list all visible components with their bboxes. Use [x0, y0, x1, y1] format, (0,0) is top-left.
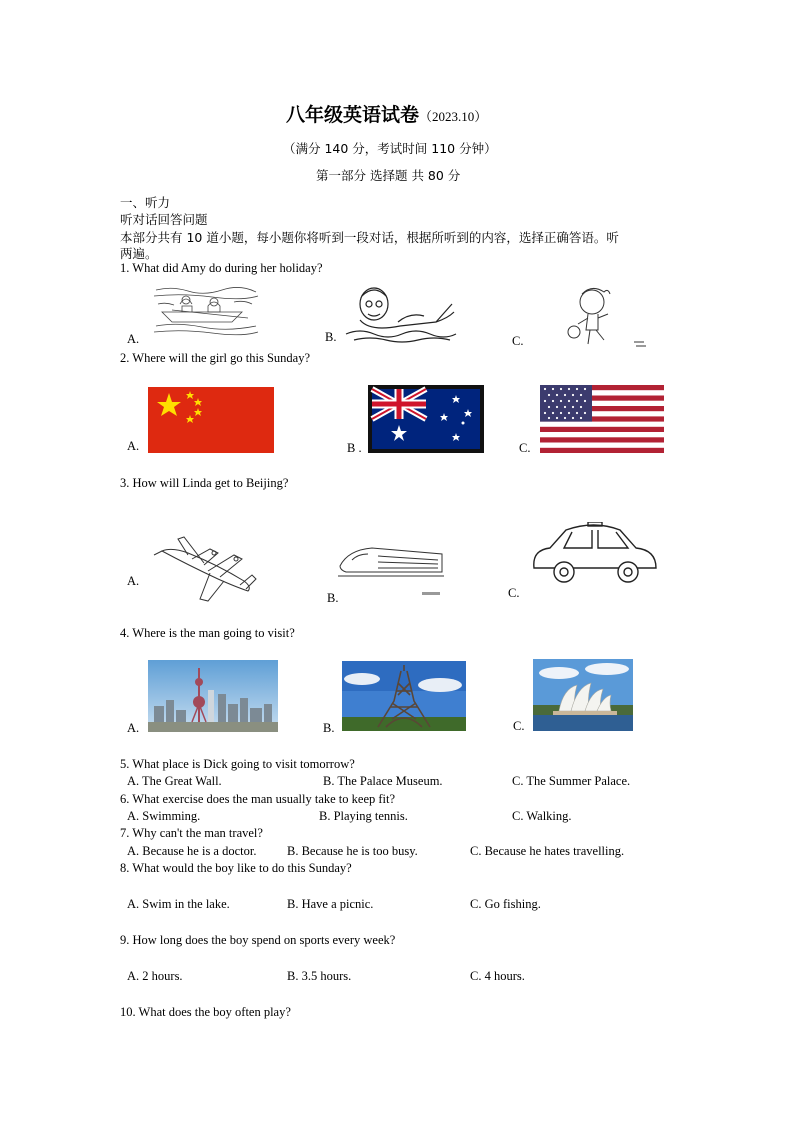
question-2: 2. Where will the girl go this Sunday?: [120, 351, 311, 365]
q4-option-c-label: C.: [513, 719, 525, 733]
q5-option-a: A. The Great Wall.: [127, 774, 222, 788]
question-10: 10. What does the boy often play?: [120, 1005, 291, 1019]
q3-option-a-label: A.: [127, 574, 140, 588]
usa-flag-picture: [540, 385, 664, 453]
shanghai-skyline-picture: [148, 660, 278, 732]
question-5: 5. What place is Dick going to visit tomorrow?: [120, 757, 355, 771]
question-8: 8. What would the boy like to do this Sunday?: [120, 861, 352, 875]
airplane-picture: [148, 535, 258, 607]
swimming-girl-picture: [340, 282, 458, 346]
china-flag-picture: [148, 387, 274, 453]
section-subheading: 听对话回答问题: [120, 212, 208, 227]
q8-option-b: B. Have a picnic.: [287, 897, 374, 911]
high-speed-train-picture: [338, 540, 446, 598]
exam-date: （2023.10）: [419, 109, 488, 124]
q1-option-a-label: A.: [127, 332, 140, 346]
eiffel-tower-picture: [342, 661, 466, 731]
question-7: 7. Why can't the man travel?: [120, 826, 263, 840]
question-6: 6. What exercise does the man usually take to keep fit?: [120, 792, 396, 806]
q2-option-c-label: C.: [519, 441, 531, 455]
exam-info: （满分 140 分，考试时间 110 分钟）: [283, 141, 497, 156]
q5-option-c: C. The Summer Palace.: [512, 774, 631, 788]
australia-flag-picture: [368, 385, 484, 453]
q5-option-b: B. The Palace Museum.: [323, 774, 443, 788]
q1-option-b-label: B.: [325, 330, 337, 344]
q1-option-c-label: C.: [512, 334, 524, 348]
question-1: 1. What did Amy do during her holiday?: [120, 261, 323, 275]
q6-option-c: C. Walking.: [512, 809, 572, 823]
q7-option-c: C. Because he hates travelling.: [470, 844, 625, 858]
q4-option-b-label: B.: [323, 721, 335, 735]
question-4: 4. Where is the man going to visit?: [120, 626, 295, 640]
question-9: 9. How long does the boy spend on sports every week?: [120, 933, 396, 947]
q4-option-a-label: A.: [127, 721, 140, 735]
q2-option-a-label: A.: [127, 439, 140, 453]
q7-option-b: B. Because he is too busy.: [287, 844, 418, 858]
q9-option-b: B. 3.5 hours.: [287, 969, 352, 983]
q6-option-b: B. Playing tennis.: [319, 809, 408, 823]
section-instruction-line1: 本部分共有 10 道小题，每小题你将听到一段对话，根据所听到的内容，选择正确答语。听: [120, 230, 619, 245]
q7-option-a: A. Because he is a doctor.: [127, 844, 257, 858]
part-heading: 第一部分 选择题 共 80 分: [316, 168, 461, 183]
q2-option-b-label: B .: [347, 441, 362, 455]
girl-kicking-ball-picture: [562, 284, 652, 352]
exam-title: [286, 100, 487, 127]
q9-option-c: C. 4 hours.: [470, 969, 525, 983]
exam-title-text: 八年级英语试卷: [286, 104, 420, 126]
car-picture: [528, 522, 662, 586]
rowing-boat-picture: [152, 282, 260, 338]
section-instruction-line2: 两遍。: [120, 246, 158, 261]
question-3: 3. How will Linda get to Beijing?: [120, 476, 289, 490]
q3-option-c-label: C.: [508, 586, 520, 600]
q9-option-a: A. 2 hours.: [127, 969, 183, 983]
q3-option-b-label: B.: [327, 591, 339, 605]
q6-option-a: A. Swimming.: [127, 809, 201, 823]
q8-option-a: A. Swim in the lake.: [127, 897, 230, 911]
section-heading: 一、听力: [120, 195, 171, 210]
q8-option-c: C. Go fishing.: [470, 897, 541, 911]
sydney-opera-house-picture: [533, 659, 633, 731]
